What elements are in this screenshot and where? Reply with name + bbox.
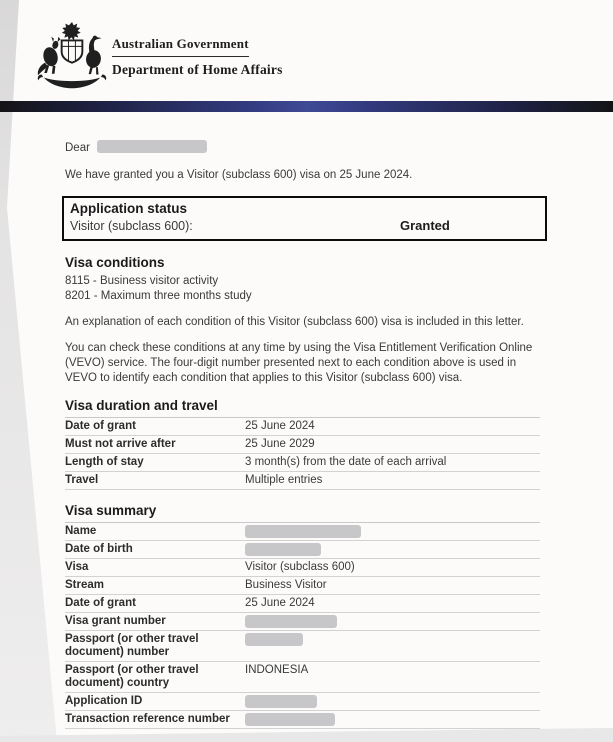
table-row [65,613,540,631]
row-value [245,525,540,538]
row-value-text: 3 month(s) from the date of each arrival [245,456,447,468]
visa-conditions-list [65,274,545,304]
salutation-text: Dear [65,142,90,154]
row-value [245,438,540,451]
table-row [65,436,540,454]
table-row [65,454,540,472]
row-value [245,597,540,610]
redacted-value [245,615,337,628]
row-label: Name [65,525,97,537]
table-row [65,418,540,436]
redacted-recipient-name [97,140,207,153]
row-value [245,695,540,708]
vevo-paragraph-line: (VEVO) service. The four-digit number presented next to each condition above is used in [65,357,517,369]
application-status-visa-label: Visitor (subclass 600): [70,219,193,233]
row-value [245,456,540,469]
table-row [65,559,540,577]
row-value [245,664,540,677]
row-label: Visa [65,561,89,573]
row-label: Date of grant [65,420,136,432]
conditions-explanation: An explanation of each condition of this Visitor (subclass 600) visa is included in this letter. [65,316,524,328]
table-row [65,523,540,541]
visa-condition-item: 8115 - Business visitor activity [65,275,219,287]
row-label: Visa grant number [65,615,166,627]
row-value [245,561,540,574]
row-label: Stream [65,579,104,591]
table-row [65,711,540,729]
header-divider-bar [0,101,613,112]
row-label: Passport (or other travel document) number [65,633,199,658]
row-value [245,474,540,487]
table-row [65,472,540,490]
redacted-value [245,543,321,556]
visa-condition-item: 8201 - Maximum three months study [65,290,252,302]
row-value [245,420,540,433]
letterhead [0,0,613,101]
application-status-row [70,218,539,234]
agency-titles [112,35,283,78]
visa-duration-table [65,417,540,490]
vevo-paragraph [65,341,545,386]
row-label: Passport (or other travel document) country [65,664,199,689]
visa-summary-table [65,522,540,729]
table-row [65,662,540,693]
visa-duration-title: Visa duration and travel [65,398,218,413]
row-label: Date of grant [65,597,136,609]
row-value-text: 25 June 2024 [245,597,315,609]
row-value [245,543,540,556]
salutation-line [65,140,545,155]
application-status-title: Application status [70,201,188,216]
australian-coat-of-arms-logo [35,20,109,92]
redacted-value [245,713,335,726]
visa-conditions-title: Visa conditions [65,255,165,270]
redacted-value [245,525,361,538]
table-row [65,595,540,613]
row-value-text: Business Visitor [245,579,327,591]
row-value [245,579,540,592]
row-value-text: 25 June 2024 [245,420,315,432]
department-title: Department of Home Affairs [112,62,283,77]
row-value [245,713,540,726]
application-status-value: Granted [400,218,450,233]
row-label: Date of birth [65,543,133,555]
row-value [245,615,540,628]
table-row [65,631,540,662]
redacted-value [245,695,317,708]
vevo-paragraph-line: VEVO to identify each condition that applies to this Visitor (subclass 600) visa. [65,372,463,384]
row-value-text: INDONESIA [245,664,309,676]
row-label: Travel [65,474,99,486]
letter-body [65,112,545,729]
grant-sentence: We have granted you a Visitor (subclass 600) visa on 25 June 2024. [65,169,413,181]
visa-summary-title: Visa summary [65,503,157,518]
table-row [65,577,540,595]
government-title: Australian Government [112,36,249,57]
row-label: Transaction reference number [65,713,230,725]
row-label: Application ID [65,695,143,707]
row-value-text: 25 June 2029 [245,438,315,450]
row-label: Length of stay [65,456,144,468]
row-value-text: Visitor (subclass 600) [245,561,355,573]
application-status-box [62,196,547,241]
row-label: Must not arrive after [65,438,176,450]
table-row [65,693,540,711]
row-value [245,633,540,646]
table-row [65,541,540,559]
vevo-paragraph-line: You can check these conditions at any time by using the Visa Entitlement Verification Online [65,342,533,354]
redacted-value [245,633,303,646]
row-value-text: Multiple entries [245,474,323,486]
